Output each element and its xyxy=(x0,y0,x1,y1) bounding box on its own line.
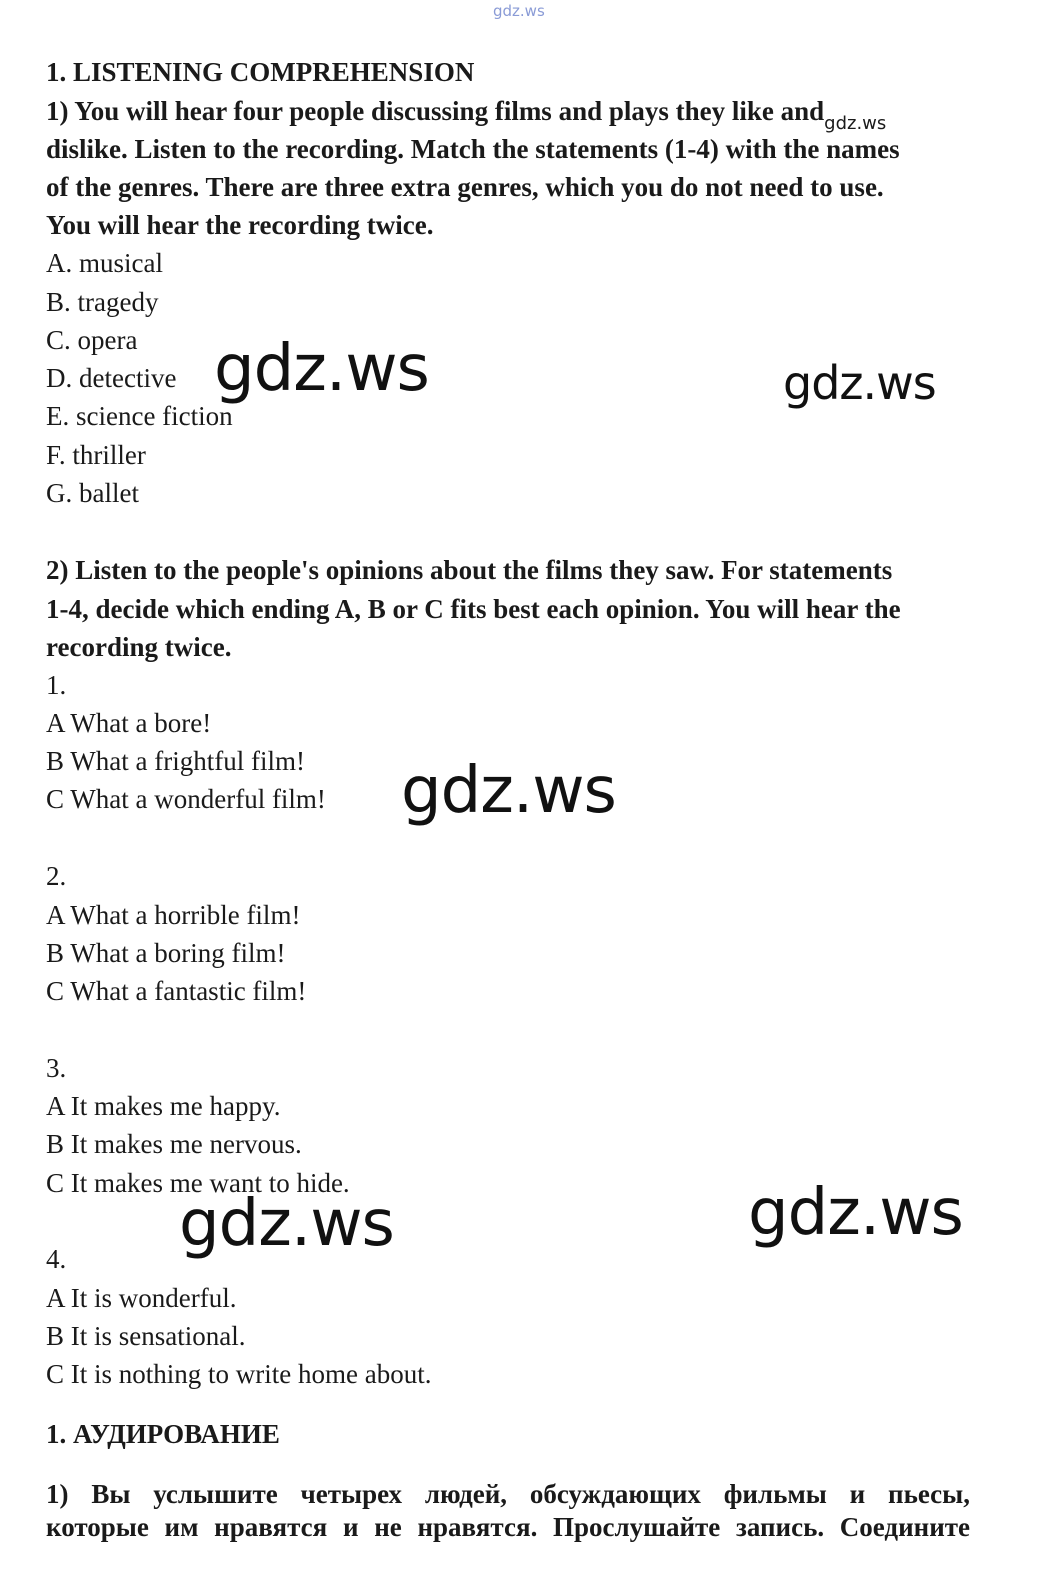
watermark: gdz.ws xyxy=(179,1187,394,1261)
task2-instruction-line: 2) Listen to the people's opinions about the films they saw. For statements xyxy=(46,555,893,585)
answer-option: C What a wonderful film! xyxy=(46,784,326,814)
answer-option: C It makes me want to hide. xyxy=(46,1168,350,1198)
watermark-inline: gdz.ws xyxy=(824,113,887,134)
genre-item: D. detective xyxy=(46,363,177,393)
question-number: 1. xyxy=(46,670,67,700)
watermark: gdz.ws xyxy=(783,356,936,410)
task1-instruction-line: dislike. Listen to the recording. Match the statements (1-4) with the names xyxy=(46,134,900,164)
watermark: gdz.ws xyxy=(748,1176,963,1250)
answer-option: C It is nothing to write home about. xyxy=(46,1359,432,1389)
task1-instruction-line: of the genres. There are three extra genres, which you do not need to use. xyxy=(46,172,884,202)
watermark: gdz.ws xyxy=(401,754,616,828)
question-number: 2. xyxy=(46,861,67,891)
answer-option: B It makes me nervous. xyxy=(46,1129,302,1159)
ru-instruction-line: 1) Вы услышите четырех людей, обсуждающих фильмы и пьесы, xyxy=(46,1479,970,1509)
answer-option: A What a horrible film! xyxy=(46,900,301,930)
genre-item: F. thriller xyxy=(46,440,146,470)
section-heading-ru: 1. АУДИРОВАНИЕ xyxy=(46,1419,280,1449)
answer-option: B It is sensational. xyxy=(46,1321,246,1351)
answer-option: C What a fantastic film! xyxy=(46,976,307,1006)
task2-instruction-line: 1-4, decide which ending A, B or C fits best each opinion. You will hear the xyxy=(46,594,901,624)
genre-item: C. opera xyxy=(46,325,138,355)
answer-option: A It is wonderful. xyxy=(46,1283,237,1313)
task1-instruction-line: You will hear the recording twice. xyxy=(46,210,434,240)
task2-instruction-line: recording twice. xyxy=(46,632,232,662)
genre-item: E. science fiction xyxy=(46,401,233,431)
question-number: 3. xyxy=(46,1053,67,1083)
ru-instruction-line: которые им нравятся и не нравятся. Прослушайте запись. Соедините xyxy=(46,1512,970,1542)
genre-item: A. musical xyxy=(46,248,163,278)
watermark-top: gdz.ws xyxy=(493,2,545,20)
section-heading: 1. LISTENING COMPREHENSION xyxy=(46,57,475,87)
answer-option: A It makes me happy. xyxy=(46,1091,281,1121)
task1-instruction-line: 1) You will hear four people discussing films and plays they like and$_{gdz.ws}$ xyxy=(46,96,887,134)
question-number: 4. xyxy=(46,1244,67,1274)
answer-option: B What a frightful film! xyxy=(46,746,305,776)
answer-option: A What a bore! xyxy=(46,708,212,738)
answer-option: B What a boring film! xyxy=(46,938,286,968)
genre-item: B. tragedy xyxy=(46,287,159,317)
watermark: gdz.ws xyxy=(214,332,429,406)
genre-item: G. ballet xyxy=(46,478,139,508)
